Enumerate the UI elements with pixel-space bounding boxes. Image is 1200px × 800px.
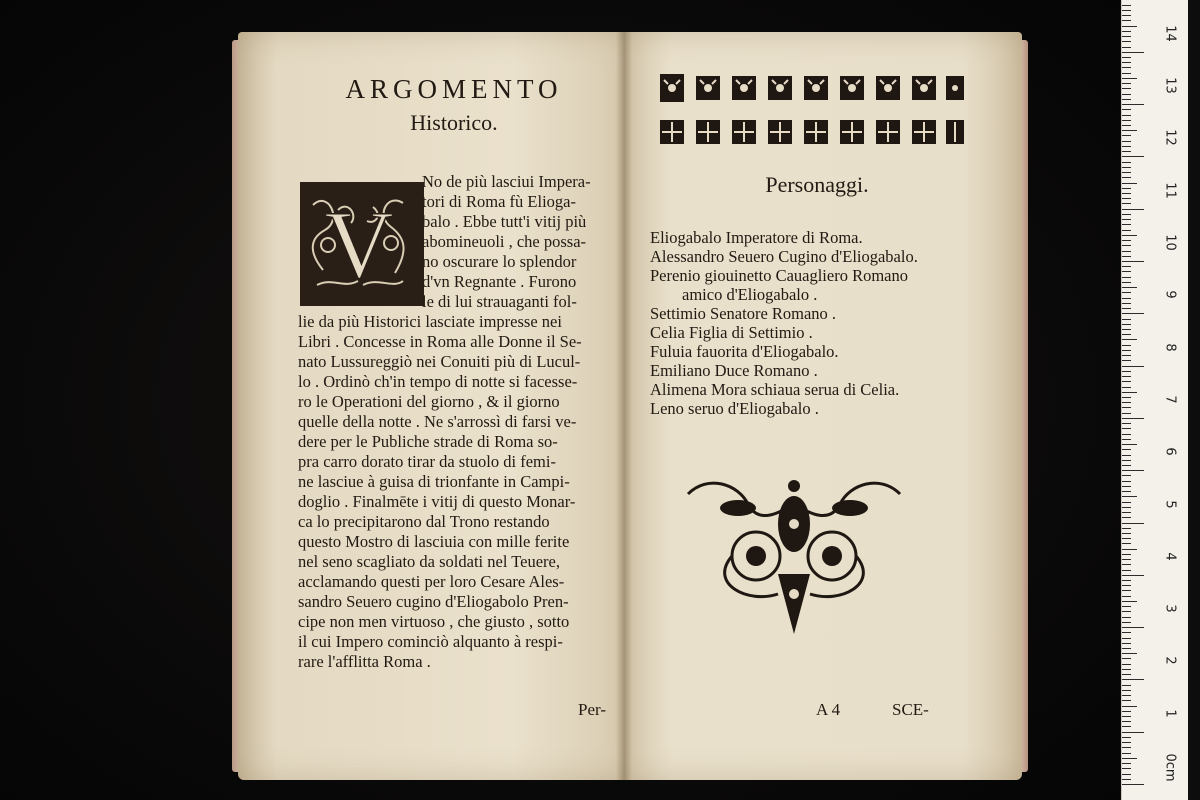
ruler-tick (1122, 428, 1131, 429)
ruler-tick (1122, 695, 1131, 696)
ruler-tick (1122, 172, 1131, 173)
ruler-tick (1122, 162, 1131, 163)
ruler-tick (1122, 564, 1131, 565)
ruler-tick (1122, 62, 1131, 63)
ruler-tick (1122, 141, 1131, 142)
ruler-tick (1122, 758, 1137, 759)
character-entry: Perenio giouinetto Cauagliero Romano (650, 266, 908, 285)
ruler-tick (1122, 549, 1137, 550)
ruler-tick (1122, 47, 1131, 48)
ruler-tick (1122, 209, 1144, 210)
ruler-number: 14 (1162, 25, 1178, 42)
ruler-tick (1122, 188, 1131, 189)
ruler-tick (1122, 481, 1131, 482)
ruler-tick (1122, 282, 1131, 283)
ruler-tick (1122, 146, 1131, 147)
ruler-number: 9 (1162, 290, 1178, 299)
ruler-tick (1122, 26, 1137, 27)
ruler-tick (1122, 381, 1131, 382)
ruler-tick (1122, 413, 1131, 414)
ruler-tick (1122, 423, 1131, 424)
ruler-tick (1122, 486, 1131, 487)
text-line: lie da più Historici lasciate impresse nei (298, 312, 562, 331)
text-line: dere per le Publiche strade di Roma so- (298, 432, 558, 451)
ruler-tick (1122, 554, 1131, 555)
ruler-tick (1122, 240, 1131, 241)
ruler-tick (1122, 219, 1131, 220)
ruler-number: 3 (1162, 604, 1178, 613)
ruler-tick (1122, 303, 1131, 304)
ruler-tick (1122, 41, 1131, 42)
drop-cap-ornament (300, 182, 424, 306)
character-entry: Alessandro Seuero Cugino d'Eliogabalo. (650, 247, 918, 266)
ruler-tick (1122, 407, 1131, 408)
book-gutter (616, 32, 632, 780)
ruler-tick (1122, 298, 1131, 299)
ruler-tick (1122, 439, 1131, 440)
ruler-number: 10 (1162, 234, 1178, 251)
ruler-tick (1122, 455, 1131, 456)
ruler-tick (1122, 360, 1131, 361)
ruler-tick (1122, 78, 1137, 79)
ruler-tick (1122, 109, 1131, 110)
open-book (232, 32, 1028, 780)
text-line: ca lo precipitarono dal Trono restando (298, 512, 550, 531)
ruler-tick (1122, 256, 1131, 257)
ruler-tick (1122, 465, 1131, 466)
ruler-tick (1122, 460, 1131, 461)
text-line: rare l'afflitta Roma . (298, 652, 431, 671)
ruler-tick (1122, 156, 1144, 157)
ruler-tick (1122, 183, 1137, 184)
ruler-tick (1122, 653, 1137, 654)
ruler-tick (1122, 339, 1137, 340)
ruler-number: 4 (1162, 552, 1178, 561)
ruler-tick (1122, 711, 1131, 712)
text-line: le di lui strauaganti fol- (422, 292, 577, 311)
ruler-tick (1122, 570, 1131, 571)
ruler-tick (1122, 94, 1131, 95)
ruler-tick (1122, 700, 1131, 701)
catchword: Per- (578, 700, 606, 719)
character-entry: Celia Figlia di Settimio . (650, 323, 813, 342)
ruler-tick (1122, 261, 1144, 262)
ruler-tick (1122, 674, 1131, 675)
character-entry: Settimio Senatore Romano . (650, 304, 837, 323)
text-line: ne lasciue à guisa di trionfante in Campi- (298, 472, 570, 491)
signature-mark: A 4 (816, 700, 841, 719)
ruler-tick (1122, 601, 1137, 602)
ruler-tick (1122, 251, 1131, 252)
ruler-tick (1122, 585, 1131, 586)
character-entry: amico d'Eliogabalo . (682, 285, 818, 304)
ruler-tick (1122, 5, 1131, 6)
ruler-tick (1122, 397, 1131, 398)
ruler-tick (1122, 512, 1131, 513)
ruler-number: 13 (1162, 77, 1178, 94)
ruler-tick (1122, 135, 1131, 136)
ruler-tick (1122, 130, 1137, 131)
ruler-tick (1122, 742, 1131, 743)
ruler-tick (1122, 324, 1131, 325)
ruler-tick (1122, 643, 1131, 644)
ruler-tick (1122, 596, 1131, 597)
text-line: nel seno scagliato da soldati nel Teuere, (298, 552, 560, 571)
text-line: no oscurare lo splendor (422, 252, 577, 271)
ruler-tick (1122, 73, 1131, 74)
ruler-tick (1122, 319, 1131, 320)
ruler-tick (1122, 266, 1131, 267)
ruler-tick (1122, 177, 1131, 178)
ruler-tick (1122, 371, 1131, 372)
text-line: abomineuoli , che possa- (422, 232, 587, 251)
ruler-tick (1122, 203, 1131, 204)
ruler-tick (1122, 418, 1144, 419)
ruler-number: 8 (1162, 342, 1178, 352)
ruler-number: 2 (1162, 656, 1178, 666)
ruler-tick (1122, 10, 1131, 11)
ruler-tick (1122, 528, 1131, 529)
ruler-tick (1122, 292, 1131, 293)
ruler-tick (1122, 214, 1131, 215)
ruler-tick (1122, 543, 1131, 544)
ruler-tick (1122, 392, 1137, 393)
ruler-tick (1122, 580, 1131, 581)
ruler-tick (1122, 434, 1131, 435)
ruler-tick (1122, 475, 1131, 476)
ruler-tick (1122, 716, 1131, 717)
ruler-tick (1122, 658, 1131, 659)
ruler-tick (1122, 747, 1131, 748)
ruler-tick (1122, 99, 1131, 100)
ruler-tick (1122, 230, 1131, 231)
ruler-tick (1122, 198, 1131, 199)
ruler-tick (1122, 685, 1131, 686)
page-subheading: Historico. (410, 110, 498, 135)
ruler-tick (1122, 706, 1137, 707)
ruler-tick (1122, 523, 1144, 524)
ruler-tick (1122, 632, 1131, 633)
ruler-tick (1122, 721, 1131, 722)
text-line: No de più lasciui Impera- (422, 172, 591, 191)
ruler-tick (1122, 387, 1131, 388)
ruler-number: 12 (1162, 129, 1178, 147)
ruler-tick (1122, 502, 1131, 503)
ruler-tick (1122, 67, 1131, 68)
text-line: questo Mostro di lasciuia con mille ferite (298, 532, 570, 551)
text-line: sandro Seuero cugino d'Eliogabolo Pren- (298, 592, 569, 611)
text-line: nato Lussureggiò nei Conuiti più di Lucul- (298, 352, 581, 371)
floral-vignette-icon (678, 474, 910, 640)
ruler-tick (1122, 120, 1131, 121)
ruler-tick (1122, 355, 1131, 356)
ruler-number: 5 (1162, 499, 1178, 509)
ruler-tick (1122, 575, 1144, 576)
ruler-tick (1122, 36, 1131, 37)
text-line: tori di Roma fù Eliogа- (422, 192, 576, 211)
ruler-tick (1122, 779, 1131, 780)
ruler-tick (1122, 15, 1131, 16)
ruler-tick (1122, 590, 1131, 591)
ruler-tick (1122, 308, 1131, 309)
ruler-tick (1122, 664, 1131, 665)
ornament-band-top-icon (656, 70, 966, 106)
ruler-tick (1122, 690, 1131, 691)
ruler-tick (1122, 376, 1131, 377)
ruler-tick (1122, 329, 1131, 330)
ruler-tick (1122, 622, 1131, 623)
text-line: quelle della notte . Ne s'arrossì di farsi ve- (298, 412, 577, 431)
ruler-tick (1122, 57, 1131, 58)
text-line: pra carro dorato tirar da stuolo di femi- (298, 452, 556, 471)
ruler-tick (1122, 648, 1131, 649)
ruler-tick (1122, 611, 1131, 612)
ruler-tick (1122, 774, 1131, 775)
ruler-tick (1122, 366, 1144, 367)
ruler-tick (1122, 167, 1131, 168)
ruler-number: 6 (1162, 447, 1178, 456)
ruler-tick (1122, 732, 1144, 733)
ruler-tick (1122, 753, 1131, 754)
ruler-tick (1122, 350, 1131, 351)
ruler-tick (1122, 768, 1131, 769)
text-line: cipe non men virtuoso , che giusto , sotto (298, 612, 570, 631)
ruler-tick (1122, 88, 1131, 89)
ruler-tick (1122, 449, 1131, 450)
ruler-tick (1122, 638, 1131, 639)
ruler-tick (1122, 287, 1137, 288)
ruler-tick (1122, 496, 1137, 497)
page-heading: ARGOMENTO (345, 74, 563, 104)
ruler-tick (1122, 763, 1131, 764)
ruler-number: 7 (1162, 395, 1178, 404)
character-entry: Emiliano Duce Romano . (650, 361, 818, 380)
ruler-tick (1122, 313, 1144, 314)
ruler-tick (1122, 31, 1131, 32)
ruler-tick (1122, 606, 1131, 607)
text-line: il cui Impero cominciò alquanto à respi- (298, 632, 563, 651)
ruler-tick (1122, 20, 1131, 21)
ruler-tick (1122, 104, 1144, 105)
page-heading-characters: Personaggi. (765, 172, 869, 197)
ruler-tick (1122, 737, 1131, 738)
ruler-tick (1122, 559, 1131, 560)
ruler-number: 11 (1162, 181, 1178, 199)
ruler-tick (1122, 491, 1131, 492)
text-line: ro le Operationi del giorno , & il giorno (298, 392, 560, 411)
character-entry: Eliogabalo Imperatore di Roma. (650, 228, 863, 247)
ruler-tick (1122, 444, 1137, 445)
character-entry: Fuluia fauorita d'Eliogabalo. (650, 342, 839, 361)
catchword: SCE- (892, 700, 929, 719)
ruler-tick (1122, 83, 1131, 84)
ruler-tick (1122, 334, 1131, 335)
ruler-tick (1122, 193, 1131, 194)
ruler-rail (1188, 0, 1200, 800)
drop-cap-letter: V (324, 191, 394, 297)
ruler-tick (1122, 726, 1131, 727)
ruler-tick (1122, 517, 1131, 518)
ruler-number: 0cm (1162, 753, 1178, 782)
text-line: balo . Ebbe tutt'i vitij più (422, 212, 587, 231)
floral-drop-cap-icon (303, 185, 415, 297)
ruler-tick (1122, 470, 1144, 471)
ruler-tick (1122, 533, 1131, 534)
ruler-tick (1122, 115, 1131, 116)
ruler-tick (1122, 784, 1144, 785)
ruler-tick (1122, 52, 1144, 53)
character-entry: Alimena Mora schiaua serua di Celia. (650, 380, 900, 399)
ruler-number: 1 (1162, 709, 1178, 718)
measurement-ruler (1121, 0, 1189, 800)
ornament-band-bottom-icon (656, 114, 966, 150)
ruler-tick (1122, 125, 1131, 126)
text-line: doglio . Finalmēte i vitij di questo Monar- (298, 492, 576, 511)
ruler-tick (1122, 679, 1144, 680)
text-line: lo . Ordinò ch'in tempo di notte si facesse- (298, 372, 578, 391)
ruler-tick (1122, 235, 1137, 236)
ruler-tick (1122, 538, 1131, 539)
ruler-tick (1122, 245, 1131, 246)
ruler-tick (1122, 507, 1131, 508)
text-line: acclamando questi per loro Cesare Ales- (298, 572, 565, 591)
character-entry: Leno seruo d'Eliogabalo . (650, 399, 819, 418)
ruler-tick (1122, 402, 1131, 403)
text-line: Libri . Concesse in Roma alle Donne il Se- (298, 332, 582, 351)
ruler-tick (1122, 151, 1131, 152)
ruler-tick (1122, 669, 1131, 670)
ruler-tick (1122, 617, 1131, 618)
ruler-tick (1122, 277, 1131, 278)
ruler-tick (1122, 224, 1131, 225)
ruler-tick (1122, 345, 1131, 346)
ruler-tick (1122, 627, 1144, 628)
ruler-tick (1122, 271, 1131, 272)
text-line: d'vn Regnante . Furono (422, 272, 577, 291)
